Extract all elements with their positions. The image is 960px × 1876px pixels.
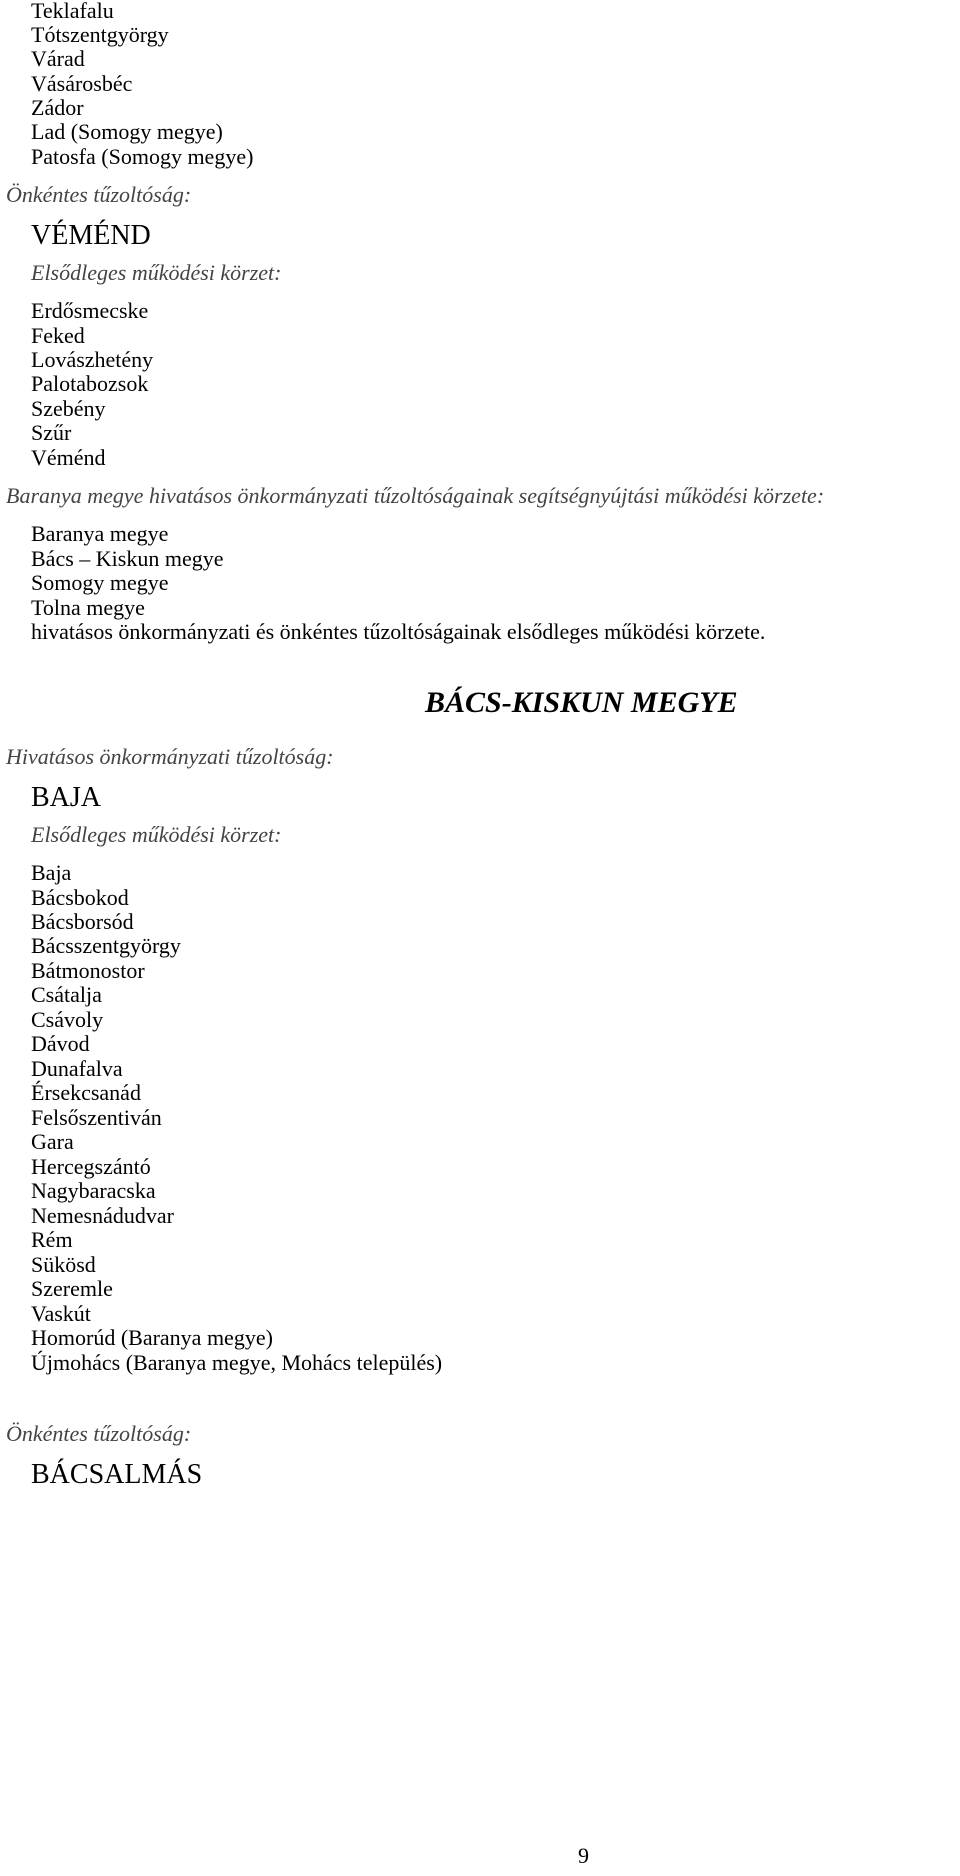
place-item: Dávod [31,1031,90,1056]
county-item: Baranya megye [31,521,169,546]
place-item: Vásárosbéc [31,71,133,96]
place-item: Nagybaracska [31,1178,156,1203]
place-item: Teklafalu [31,0,114,23]
place-item: Baja [31,860,72,885]
place-item: Érsekcsanád [31,1080,141,1105]
place-item: Újmohács (Baranya megye, Mohács település) [31,1350,443,1375]
fire-brigade-type-label: Hivatásos önkormányzati tűzoltóság: [6,744,334,769]
place-item: Bácsszentgyörgy [31,933,181,958]
place-item: Vaskút [31,1301,91,1326]
place-item: Feked [31,323,85,348]
county-item: Somogy megye [31,570,169,595]
district-label: Elsődleges működési körzet: [31,822,282,847]
county-item: Bács – Kiskun megye [31,546,224,571]
place-item: Bácsbokod [31,885,129,910]
fire-brigade-type-label: Önkéntes tűzoltóság: [6,1421,192,1446]
place-item: Dunafalva [31,1056,123,1081]
place-item: Zádor [31,95,84,120]
place-item: Felsőszentiván [31,1105,162,1130]
place-item: Szebény [31,396,106,421]
place-item: Lad (Somogy megye) [31,119,223,144]
place-item: Sükösd [31,1252,96,1277]
county-item: Tolna megye [31,595,145,620]
fire-brigade-name: BAJA [31,782,102,813]
page-number: 9 [578,1843,589,1868]
place-item: Bácsborsód [31,909,134,934]
place-item: Erdősmecske [31,298,149,323]
place-item: Véménd [31,445,106,470]
place-item: Csávoly [31,1007,104,1032]
place-item: Szeremle [31,1276,113,1301]
place-item: Szűr [31,420,72,445]
help-district-heading: Baranya megye hivatásos önkormányzati tűzoltóságainak segítségnyújtási működési körzete: [6,483,825,508]
fire-brigade-name: BÁCSALMÁS [31,1459,203,1490]
place-item: Palotabozsok [31,371,149,396]
place-item: Csátalja [31,982,102,1007]
place-item: Rém [31,1227,73,1252]
place-item: Lovászhetény [31,347,154,372]
place-item: Várad [31,46,85,71]
help-district-note: hivatásos önkormányzati és önkéntes tűzoltóságainak elsődleges működési körzete. [31,619,766,644]
place-item: Homorúd (Baranya megye) [31,1325,273,1350]
place-item: Hercegszántó [31,1154,151,1179]
place-item: Bátmonostor [31,958,145,983]
place-item: Patosfa (Somogy megye) [31,144,254,169]
place-item: Gara [31,1129,74,1154]
fire-brigade-type-label: Önkéntes tűzoltóság: [6,182,192,207]
district-label: Elsődleges működési körzet: [31,260,282,285]
place-item: Nemesnádudvar [31,1203,174,1228]
fire-brigade-name: VÉMÉND [31,220,151,251]
place-item: Tótszentgyörgy [31,22,169,47]
county-heading: BÁCS-KISKUN MEGYE [425,686,738,719]
